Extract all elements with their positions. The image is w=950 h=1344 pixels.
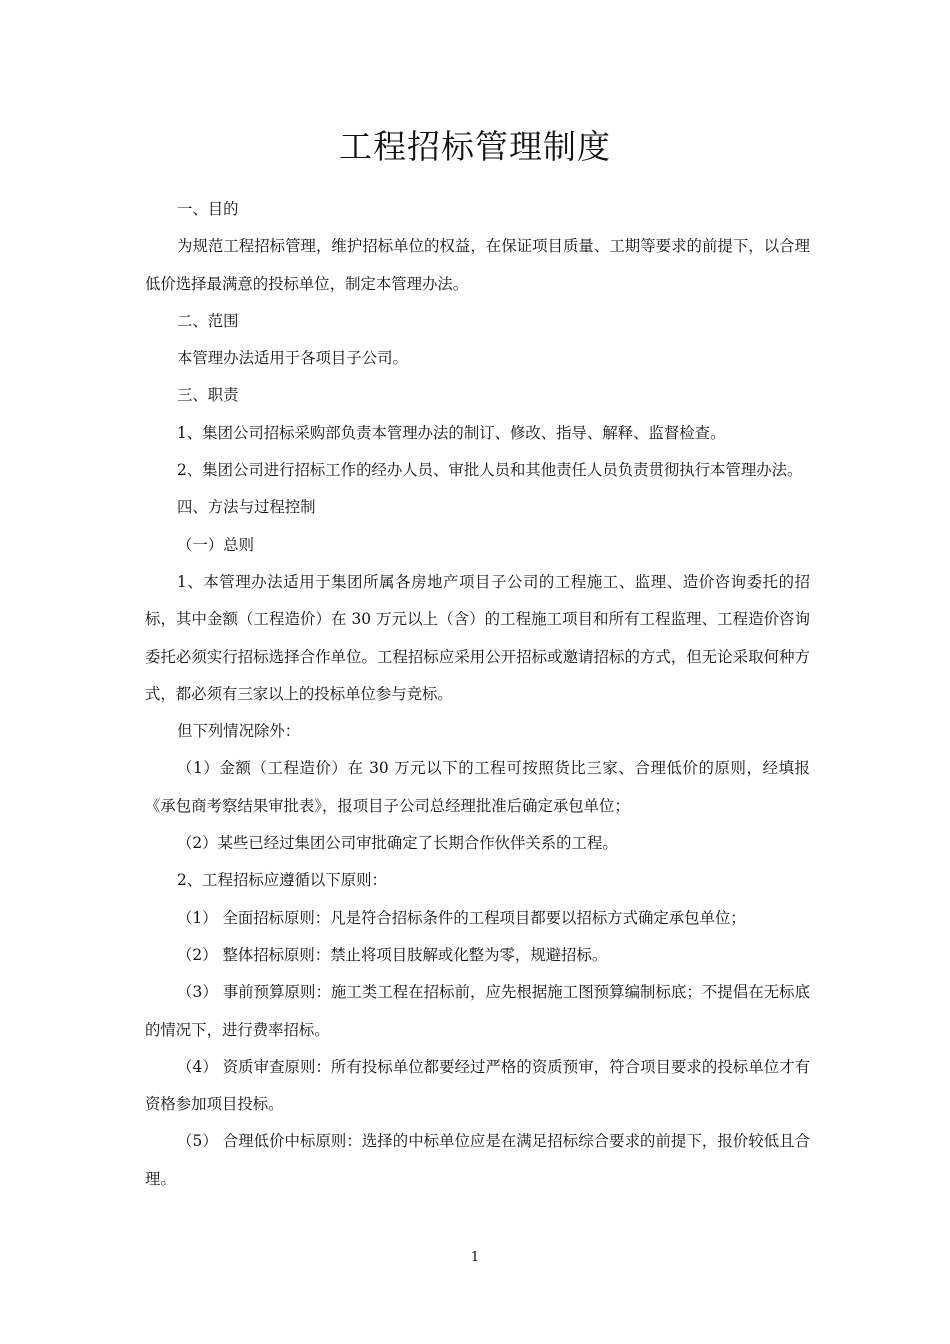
paragraph-scope: 本管理办法适用于各项目子公司。 <box>177 349 408 368</box>
paragraph-principles-intro: 2、工程招标应遵循以下原则： <box>177 871 387 890</box>
paragraph-purpose: 为规范工程招标管理，维护招标单位的权益，在保证项目质量、工期等要求的前提下，以合理低价选择最满意的投标单位，制定本管理办法。 <box>145 237 810 293</box>
paragraph-principle-3: （3） 事前预算原则：施工类工程在招标前，应先根据施工图预算编制标底；不提倡在无标底的情况下，进行费率招标。 <box>145 983 810 1039</box>
document-title: 工程招标管理制度 <box>339 127 611 167</box>
paragraph-general-1: 1、本管理办法适用于集团所属各房地产项目子公司的工程施工、监理、造价咨询委托的招标，其中金额（工程造价）在 30 万元以上（含）的工程施工项目和所有工程监理、工程造价咨询委托必须实行招标选择合作单位。工程招标应采用公开招标或邀请招标的方式，但无论采取何种方式，都必须有三家以上的投标单位参与竞标。 <box>145 572 810 703</box>
section-heading-responsibility: 三、职责 <box>177 386 239 405</box>
subsection-heading-general: （一）总则 <box>177 535 254 554</box>
paragraph-principle-2: （2） 整体招标原则：禁止将项目肢解或化整为零，规避招标。 <box>177 945 608 964</box>
document-body <box>145 191 810 1198</box>
paragraph-responsibility-1: 1、集团公司招标采购部负责本管理办法的制订、修改、指导、解释、监督检查。 <box>177 423 726 442</box>
paragraph-exception-2: （2）某些已经过集团公司审批确定了长期合作伙伴关系的工程。 <box>177 834 618 853</box>
paragraph-principle-1: （1） 全面招标原则：凡是符合招标条件的工程项目都要以招标方式确定承包单位； <box>177 908 746 927</box>
paragraph-responsibility-2: 2、集团公司进行招标工作的经办人员、审批人员和其他责任人员负责贯彻执行本管理办法。 <box>177 461 803 480</box>
paragraph-exceptions-intro: 但下列情况除外： <box>177 722 301 741</box>
paragraph-exception-1: （1）金额（工程造价）在 30 万元以下的工程可按照货比三家、合理低价的原则，经填报《承包商考察结果审批表》，报项目子公司总经理批准后确定承包单位； <box>145 759 810 815</box>
section-heading-purpose: 一、目的 <box>177 200 239 218</box>
paragraph-principle-5: （5） 合理低价中标原则：选择的中标单位应是在满足招标综合要求的前提下，报价较低且合理。 <box>145 1132 810 1188</box>
section-heading-method: 四、方法与过程控制 <box>177 498 316 517</box>
section-heading-scope: 二、范围 <box>177 311 239 330</box>
paragraph-principle-4: （4） 资质审查原则：所有投标单位都要经过严格的资质预审，符合项目要求的投标单位才有资格参加项目投标。 <box>145 1057 810 1114</box>
page-number: 1 <box>470 1250 480 1265</box>
